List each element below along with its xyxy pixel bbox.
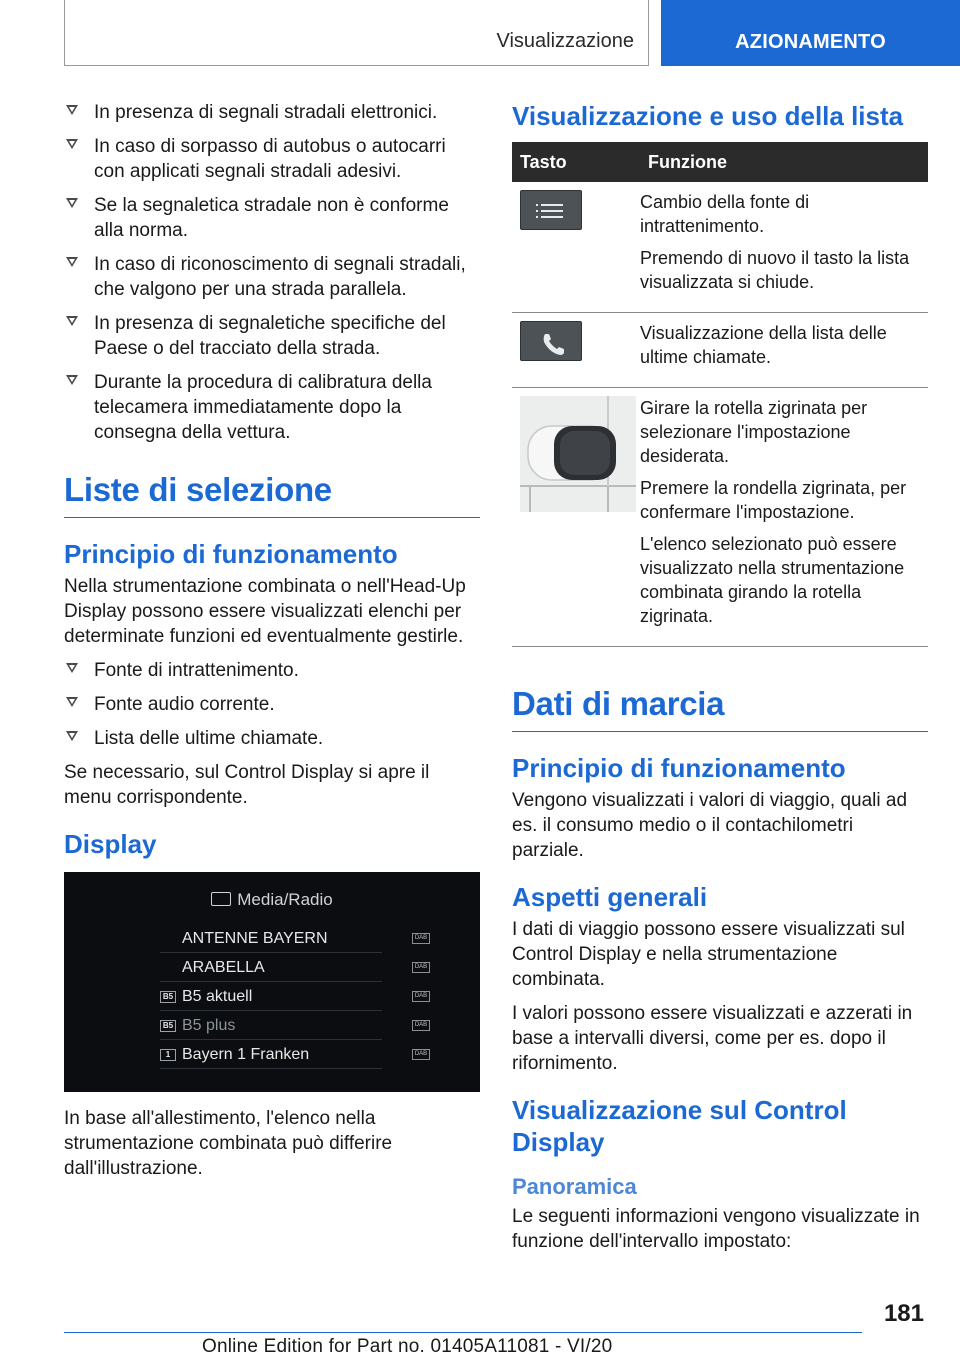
list-item: In caso di riconoscimento di segnali stradali, che valgono per una strada parallela.	[64, 252, 480, 302]
table-row: Visualizzazione della lista delle ultime chiamate.	[512, 313, 928, 388]
heading-principle: Principio di funzionamento	[64, 539, 398, 569]
bullet-triangle-icon	[66, 257, 78, 267]
general-text-1: I dati di viaggio possono essere visualizzati sul Control Display e nella strumentazione combinata.	[512, 919, 905, 990]
general-text-2: I valori possono essere visualizzati e azzerati in base a intervalli diversi, come per es. dopo il rifornimento.	[512, 1003, 913, 1074]
header-chapter-tab: AZIONAMENTO	[661, 0, 960, 66]
station-logo-icon: 1	[160, 1049, 176, 1061]
footer-divider	[64, 1332, 862, 1333]
bullet-list-top	[64, 100, 480, 445]
heading-list-usage: Visualizzazione e uso della lista	[512, 101, 904, 131]
list-item: In caso di sorpasso di autobus o autocarri con applicati segnali stradali adesivi.	[64, 134, 480, 184]
bullet-list-sources	[64, 658, 480, 751]
table-header-function: Funzione	[640, 142, 928, 182]
principle-text-right: Vengono visualizzati i valori di viaggio, quali ad es. il consumo medio o il contachilometri parziale.	[512, 790, 908, 861]
list-icon	[520, 190, 582, 230]
list-item: Fonte audio corrente.	[64, 692, 480, 717]
heading-display: Display	[64, 829, 157, 859]
footer-edition: Online Edition for Part no. 01405A11081 - VI/20	[202, 1336, 613, 1357]
bullet-triangle-icon	[66, 139, 78, 149]
phone-icon	[520, 321, 582, 361]
overview-text: Le seguenti informazioni vengono visualizzate in funzione dell'intervallo impostato:	[512, 1206, 920, 1252]
list-item: Lista delle ultime chiamate.	[64, 726, 480, 751]
heading-trip-data: Dati di marcia	[512, 685, 928, 732]
header-section-box	[64, 0, 649, 66]
list-item: In presenza di segnali stradali elettronici.	[64, 100, 480, 125]
station-logo-icon: B5	[160, 991, 176, 1003]
list-item: B5 B5 aktuell DAB	[160, 982, 382, 1011]
display-caption: In base all'allestimento, l'elenco nella strumentazione combinata può differire dall'illustrazione.	[64, 1108, 393, 1179]
bullet-triangle-icon	[66, 198, 78, 208]
header-section-title: Visualizzazione	[496, 30, 634, 52]
list-item: Fonte di intrattenimento.	[64, 658, 480, 683]
list-item: B5 B5 plus DAB	[160, 1011, 382, 1040]
list-item: Durante la procedura di calibratura della telecamera immediatamente dopo la consegna della vettura.	[64, 370, 480, 445]
media-icon	[211, 892, 231, 906]
menu-text: Se necessario, sul Control Display si apre il menu corrispondente.	[64, 762, 430, 808]
table-header-key: Tasto	[512, 142, 640, 182]
list-item: In presenza di segnaletiche specifiche del Paese o del tracciato della strada.	[64, 311, 480, 361]
key-function-table	[512, 142, 928, 647]
heading-principle-right: Principio di funzionamento	[512, 753, 846, 783]
right-column	[512, 100, 928, 1263]
bullet-triangle-icon	[66, 697, 78, 707]
heading-control-display: Visualizzazione sul Control Display	[512, 1095, 847, 1157]
station-logo-icon: B5	[160, 1020, 176, 1032]
heading-general: Aspetti generali	[512, 882, 708, 912]
list-item: ARABELLA DAB	[160, 953, 382, 982]
table-row: Girare la rotella zigrinata per selezionare l'impostazione desiderata. Premere la rondella zigrinata, per confermare l'impostazione. L'elenco selezionato può essere visualizzato nella strumentazione combinata girando la rotella zigrinata.	[512, 388, 928, 647]
dab-badge: DAB	[412, 933, 430, 944]
bullet-triangle-icon	[66, 105, 78, 115]
list-item: 1 Bayern 1 Franken DAB	[160, 1040, 382, 1069]
dab-badge: DAB	[412, 1020, 430, 1031]
bullet-triangle-icon	[66, 663, 78, 673]
principle-text: Nella strumentazione combinata o nell'Head-Up Display possono essere visualizzati elenchi per determinate funzioni ed eventualmente gestirle.	[64, 576, 466, 647]
screen-title: Media/Radio	[64, 890, 480, 910]
list-item: Se la segnaletica stradale non è conforme alla norma.	[64, 193, 480, 243]
bullet-triangle-icon	[66, 731, 78, 741]
bullet-triangle-icon	[66, 375, 78, 385]
heading-overview: Panoramica	[512, 1174, 637, 1199]
screen-station-list	[160, 924, 428, 1069]
heading-selection-lists: Liste di selezione	[64, 471, 480, 518]
display-screenshot	[64, 872, 480, 1092]
dab-badge: DAB	[412, 1049, 430, 1060]
table-row: Cambio della fonte di intrattenimento. Premendo di nuovo il tasto la lista visualizzata si chiude.	[512, 182, 928, 313]
page-number: 181	[883, 1300, 924, 1327]
left-column	[64, 100, 480, 1190]
dab-badge: DAB	[412, 962, 430, 973]
dab-badge: DAB	[412, 991, 430, 1002]
bullet-triangle-icon	[66, 316, 78, 326]
list-item: ANTENNE BAYERN DAB	[160, 924, 382, 953]
thumbwheel-icon	[520, 396, 636, 512]
